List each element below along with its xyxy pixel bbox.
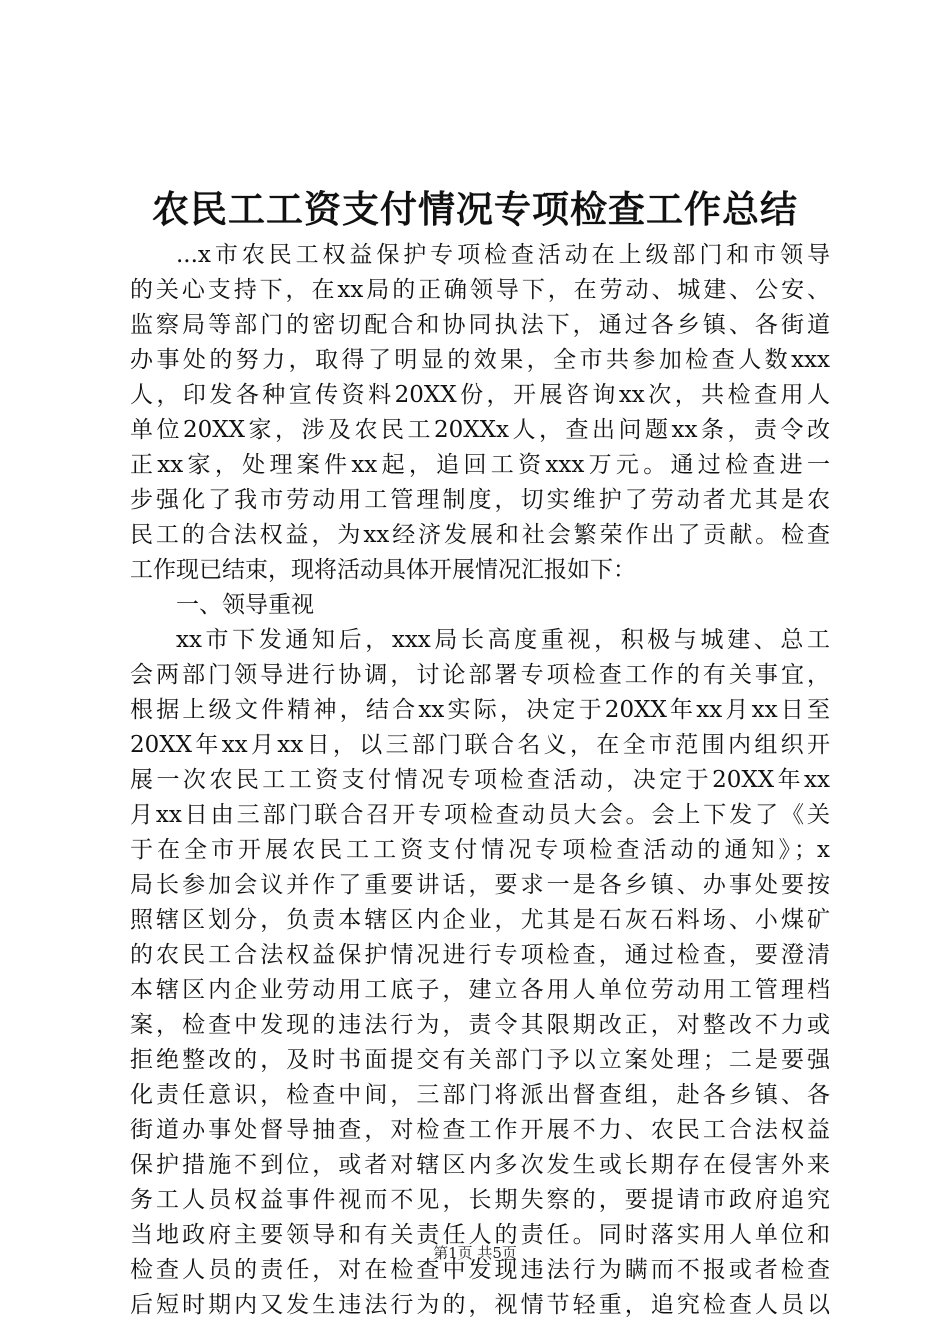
text-line: 人，印发各种宣传资料20XX份，开展咨询xx次，共检查用人 [130, 382, 830, 408]
text-line: 局长参加会议并作了重要讲话，要求一是各乡镇、办事处要按 [130, 872, 830, 898]
text-line: 的农民工合法权益保护情况进行专项检查，通过检查，要澄清 [130, 942, 830, 968]
text-line: 展一次农民工工资支付情况专项检查活动，决定于20XX年xx [130, 767, 830, 793]
text-line: 街道办事处督导抽查，对检查工作开展不力、农民工合法权益 [130, 1117, 830, 1143]
text-line: xx市下发通知后，xxx局长高度重视，积极与城建、总工 [176, 627, 830, 653]
text-line: 办事处的努力，取得了明显的效果，全市共参加检查人数xxx [130, 347, 830, 373]
text-line: 保护措施不到位，或者对辖区内多次发生或长期存在侵害外来 [130, 1152, 830, 1178]
text-line: 后短时期内又发生违法行为的，视情节轻重，追究检查人员以 [130, 1292, 830, 1318]
text-line: ...x市农民工权益保护专项检查活动在上级部门和市领导 [176, 242, 830, 268]
text-line: 检查人员的责任，对在检查中发现违法行为瞒而不报或者检查 [130, 1257, 830, 1283]
text-line: 拒绝整改的，及时书面提交有关部门予以立案处理；二是要强 [130, 1047, 830, 1073]
text-line: 正xx家，处理案件xx起，追回工资xxx万元。通过检查进一 [130, 452, 830, 478]
text-line: 根据上级文件精神，结合xx实际，决定于20XX年xx月xx日至 [130, 697, 830, 723]
text-line: 民工的合法权益，为xx经济发展和社会繁荣作出了贡献。检查 [130, 522, 830, 548]
document-body [130, 238, 830, 1323]
text-line: 工作现已结束，现将活动具体开展情况汇报如下： [130, 557, 636, 583]
text-line: 化责任意识，检查中间，三部门将派出督查组，赴各乡镇、各 [130, 1082, 830, 1108]
text-line: 会两部门领导进行协调，讨论部署专项检查工作的有关事宜， [130, 662, 830, 688]
page-number: 第1页 共5页 [433, 1244, 517, 1262]
text-line: 单位20XX家，涉及农民工20XXx人，查出问题xx条，责令改 [130, 417, 830, 443]
text-line: 当地政府主要领导和有关责任人的责任。同时落实用人单位和 [130, 1222, 830, 1248]
text-line: 的关心支持下，在xx局的正确领导下，在劳动、城建、公安、 [130, 277, 830, 303]
text-line: 照辖区划分，负责本辖区内企业，尤其是石灰石料场、小煤矿 [130, 907, 830, 933]
text-line: 于在全市开展农民工工资支付情况专项检查活动的通知》；x [130, 837, 830, 863]
text-line: 月xx日由三部门联合召开专项检查动员大会。会上下发了《关 [130, 802, 830, 828]
text-line: 监察局等部门的密切配合和协同执法下，通过各乡镇、各街道 [130, 312, 830, 338]
text-line: 本辖区内企业劳动用工底子，建立各用人单位劳动用工管理档 [130, 977, 830, 1003]
text-line: 20XX年xx月xx日，以三部门联合名义，在全市范围内组织开 [130, 732, 830, 758]
text-line: 务工人员权益事件视而不见，长期失察的，要提请市政府追究 [130, 1187, 830, 1213]
section-heading: 一、领导重视 [176, 592, 314, 618]
document-title: 农民工工资支付情况专项检查工作总结 [152, 187, 798, 231]
text-line: 案，检查中发现的违法行为，责令其限期改正，对整改不力或 [130, 1012, 830, 1038]
text-line: 步强化了我市劳动用工管理制度，切实维护了劳动者尤其是农 [130, 487, 830, 513]
